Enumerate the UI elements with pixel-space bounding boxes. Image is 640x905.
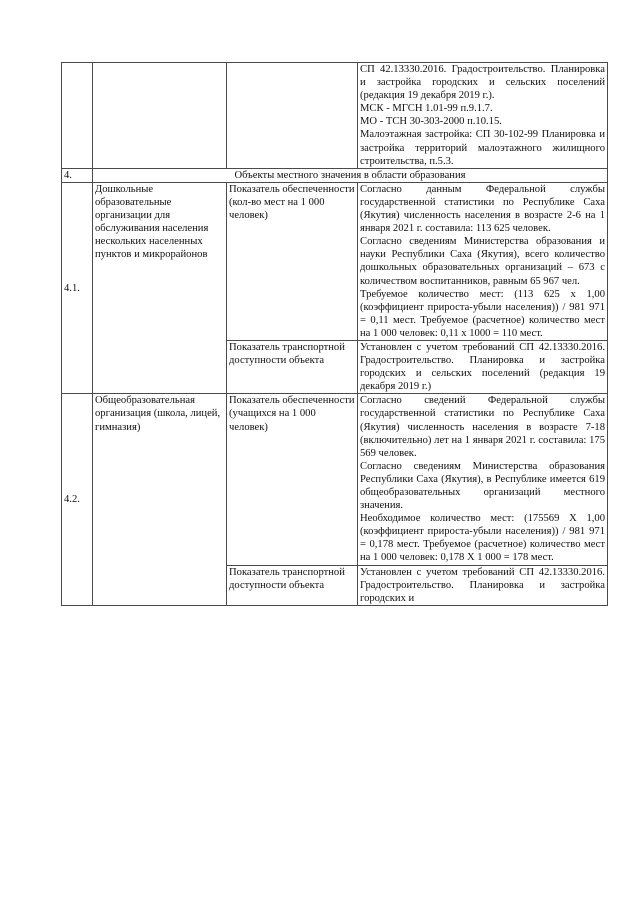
indicator-name: Показатель обеспеченности (кол-во мест на 1 000 человек) bbox=[227, 182, 358, 340]
description-cell bbox=[358, 394, 608, 565]
description-paragraph: Согласно сведений Федеральной службы государственной статистики по Республике Саха (Якутия) численность населения в возрасте 7-18 (включительно) лет на 1 января 2021 г. составила: 175 569 человек. bbox=[360, 395, 605, 459]
section-header-row bbox=[62, 168, 608, 182]
row-number: 4.1. bbox=[62, 182, 93, 394]
description-paragraph: СП 42.13330.2016. Градостроительство. Планировка и застройка городских и сельских поселений (редакция 19 декабря 2019 г.). bbox=[360, 64, 605, 102]
description-paragraph: Согласно данным Федеральной службы государственной статистики по Республике Саха (Якутия) численность населения в возрасте 2-6 на 1 января 2021 г. составила: 113 625 человек. bbox=[360, 183, 605, 235]
description-cell bbox=[358, 63, 608, 169]
table-row bbox=[62, 63, 608, 169]
indicator-name: Показатель обеспеченности (учащихся на 1 000 человек) bbox=[227, 394, 358, 565]
description-cell: Установлен с учетом требований СП 42.13330.2016. Градостроительство. Планировка и застройка городских и bbox=[358, 565, 608, 605]
description-paragraph: Необходимое количество мест: (175569 Х 1,00 (коэффициент прироста-убыли населения)) / 981 971 = 0,178 мест. Требуемое (расчетное) количество мест на 1 000 человек: 0,178 Х 1 000 = 178 мест. bbox=[360, 513, 605, 564]
object-cell bbox=[93, 63, 227, 169]
indicator-name: Показатель транспортной доступности объекта bbox=[227, 565, 358, 605]
table-row bbox=[62, 182, 608, 340]
description-paragraph: Требуемое количество мест: (113 625 х 1,00 (коэффициент прироста-убыли населения)) / 981 971 = 0,11 мест. Требуемое (расчетное) количество мест на 1 000 человек: 0,11 х 1000 = 110 мест. bbox=[360, 288, 605, 339]
object-name: Общеобразовательная организация (школа, лицей, гимназия) bbox=[93, 394, 227, 606]
description-paragraph: Малоэтажная застройка: СП 30-102-99 Планировка и застройка территорий малоэтажного жилищного строительства, п.5.3. bbox=[360, 129, 605, 167]
regulation-table bbox=[61, 62, 608, 606]
description-paragraph: МО - ТСН 30-303-2000 п.10.15. bbox=[360, 116, 502, 128]
description-cell bbox=[358, 182, 608, 340]
description-paragraph: МСК - МГСН 1.01-99 п.9.1.7. bbox=[360, 103, 493, 115]
description-cell: Установлен с учетом требований СП 42.13330.2016. Градостроительство. Планировка и застройка городских и сельских поселений (редакция 19 декабря 2019 г.) bbox=[358, 340, 608, 393]
row-number: 4.2. bbox=[62, 394, 93, 606]
object-name: Дошкольные образовательные организации для обслуживания населения нескольких населенных пунктов и микрорайонов bbox=[93, 182, 227, 394]
table-row bbox=[62, 394, 608, 565]
section-number: 4. bbox=[62, 168, 93, 182]
indicator-name: Показатель транспортной доступности объекта bbox=[227, 340, 358, 393]
description-paragraph: Согласно сведениям Министерства образования и науки Республики Саха (Якутия), всего количество дошкольных образовательных организаций – 673 с количеством воспитанников, равным 65 967 чел. bbox=[360, 236, 605, 287]
description-paragraph: Согласно сведениям Министерства образования Республики Саха (Якутия), в Республике имеется 619 общеобразовательных организаций местного значения. bbox=[360, 460, 605, 512]
row-number-cell bbox=[62, 63, 93, 169]
section-title: Объекты местного значения в области образования bbox=[93, 168, 608, 182]
indicator-cell bbox=[227, 63, 358, 169]
